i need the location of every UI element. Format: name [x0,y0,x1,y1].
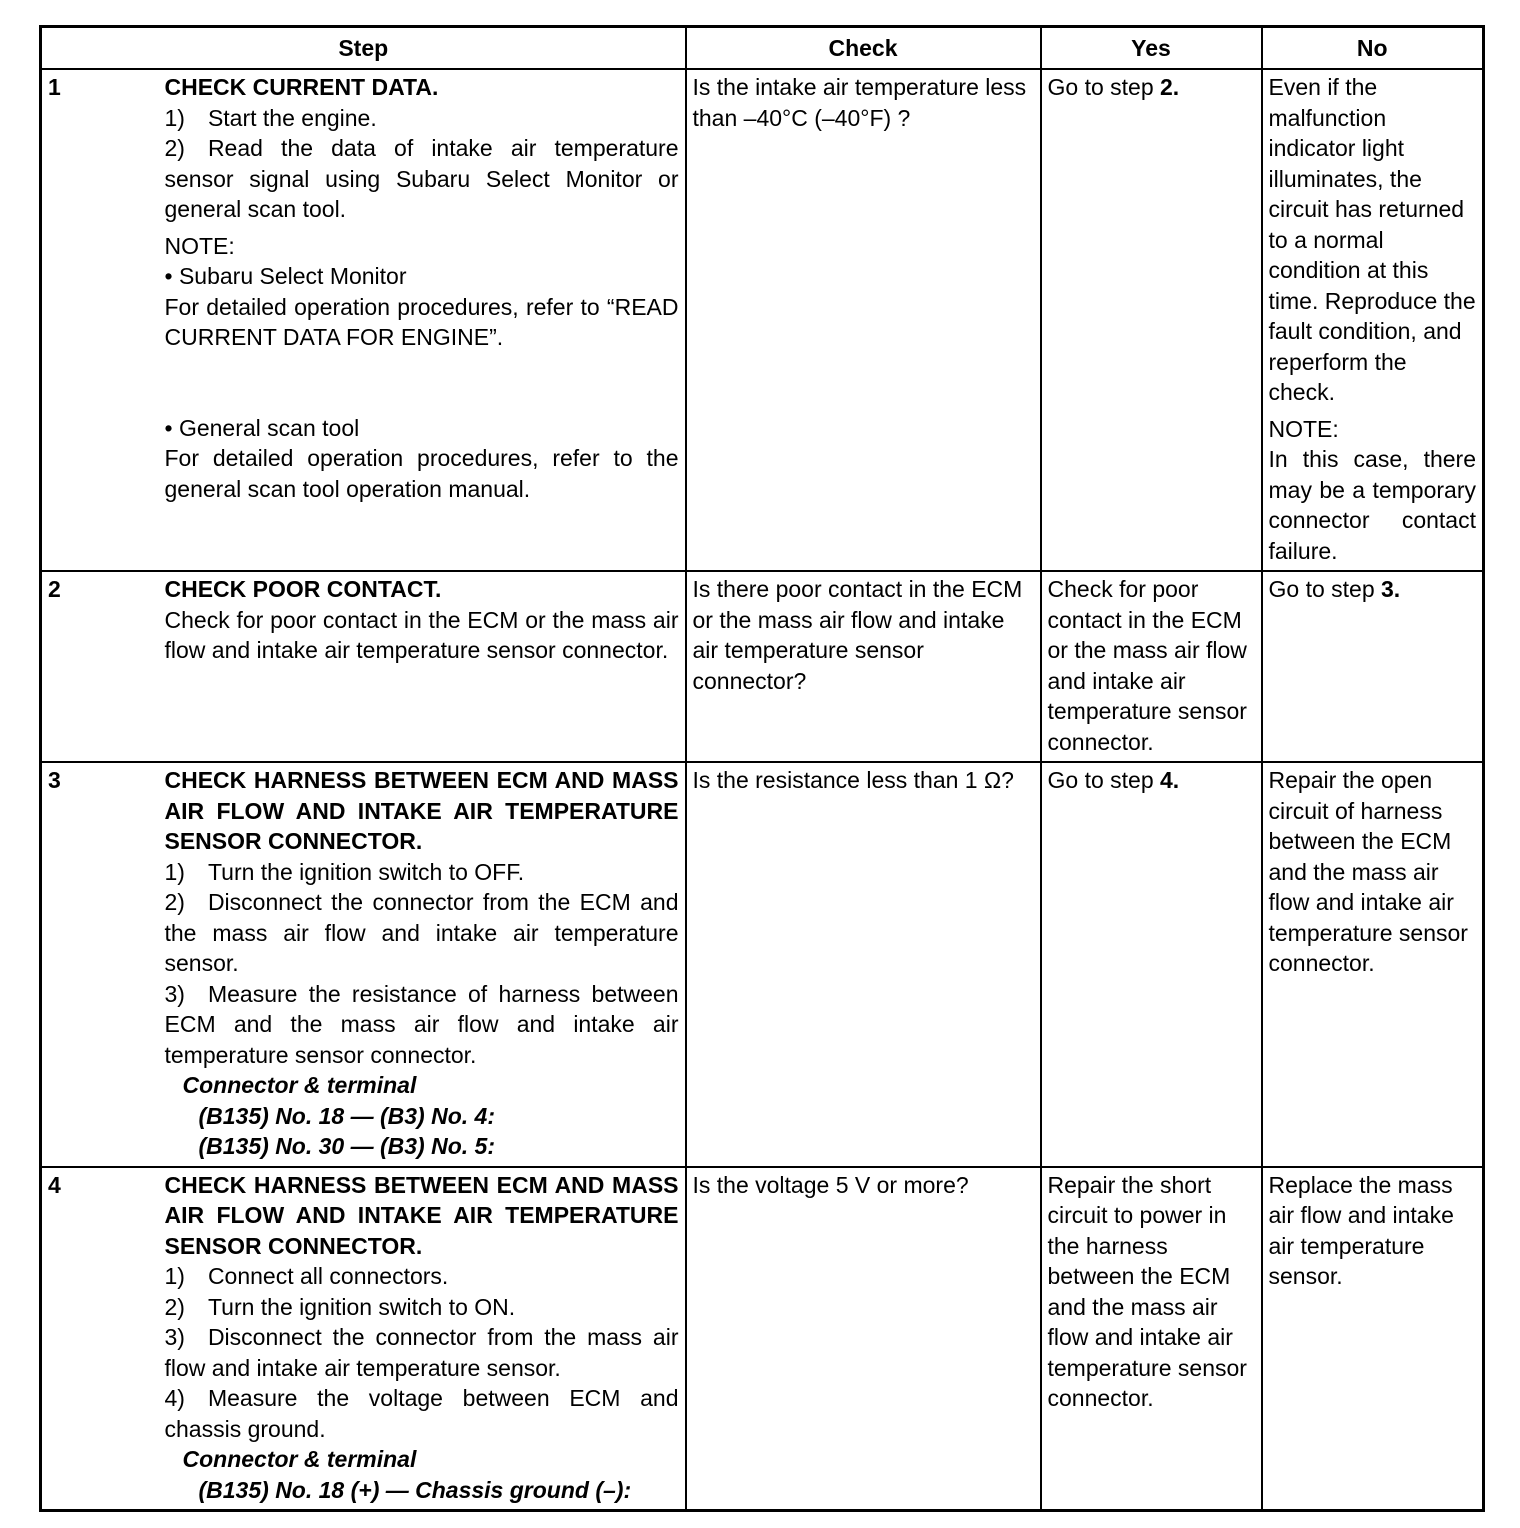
check-cell: Is there poor contact in the ECM or the mass air flow and intake air temperature sensor connector? [686,571,1041,762]
connector-terminal-label: Connector & terminal [182,1072,417,1098]
table-row [41,762,1484,1167]
step-instruction: 2) Read the data of intake air temperature sensor signal using Subaru Select Monitor or general scan tool. [164,135,679,222]
no-prefix: Go to step [1268,576,1382,602]
yes-step-ref: 4. [1160,767,1180,793]
no-cell: Replace the mass air flow and intake air temperature sensor. [1262,1167,1484,1511]
check-cell: Is the voltage 5 V or more? [686,1167,1041,1511]
step-instruction: Check for poor contact in the ECM or the mass air flow and intake air temperature sensor connector. [164,606,679,663]
yes-prefix: Go to step [1047,74,1161,100]
step-title: CHECK HARNESS BETWEEN ECM AND MASS AIR FLOW AND INTAKE AIR TEMPERATURE SENSOR CONNECTOR. [164,1171,679,1259]
step-number: 4 [41,1167,159,1511]
step-title: CHECK HARNESS BETWEEN ECM AND MASS AIR FLOW AND INTAKE AIR TEMPERATURE SENSOR CONNECTOR. [164,767,679,854]
table-row [41,571,1484,762]
diagnostic-table [39,25,1485,1512]
connector-terminal-spec: (B135) No. 18 — (B3) No. 4: [198,1102,495,1129]
bullet-item: • General scan tool [164,414,360,441]
step-description [159,762,686,1167]
header-yes: Yes [1041,27,1262,70]
step-number: 3 [41,762,159,1167]
yes-cell: Repair the short circuit to power in the harness between the ECM and the mass air flow and intake air temperature sensor connector. [1041,1167,1262,1511]
connector-terminal-spec: (B135) No. 18 (+) — Chassis ground (–): [198,1476,632,1503]
connector-terminal-spec: (B135) No. 30 — (B3) No. 5: [198,1133,495,1159]
step-instruction: 4) Measure the voltage between ECM and chassis ground. [164,1385,679,1442]
table-row [41,1167,1484,1511]
step-description [159,69,686,571]
step-instruction: 1) Turn the ignition switch to OFF. [164,858,525,885]
header-step: Step [41,27,686,70]
bullet-item: • Subaru Select Monitor [164,263,407,289]
yes-step-ref: 2. [1160,74,1180,100]
step-instruction: 3) Disconnect the connector from the mass air flow and intake air temperature sensor. [164,1324,679,1381]
step-description [159,571,686,762]
step-instruction: 1) Start the engine. [164,104,377,131]
no-cell [1262,69,1484,571]
step-number: 1 [41,69,159,571]
spacer [165,353,679,413]
connector-terminal-label: Connector & terminal [182,1446,417,1472]
step-number: 2 [41,571,159,762]
note-label: NOTE: [164,232,235,259]
no-cell: Repair the open circuit of harness between the ECM and the mass air flow and intake air temperature sensor connector. [1262,762,1484,1167]
check-cell: Is the intake air temperature less than –40°C (–40°F) ? [686,69,1041,571]
step-instruction: 3) Measure the resistance of harness between ECM and the mass air flow and intake air temperature sensor connector. [164,980,679,1068]
note-label: NOTE: [1268,415,1339,442]
table-row [41,69,1484,571]
yes-cell [1041,69,1262,571]
yes-prefix: Go to step [1047,767,1161,793]
no-cell [1262,571,1484,762]
yes-cell [1041,762,1262,1167]
step-instruction: 1) Connect all connectors. [164,1263,449,1289]
step-title: CHECK POOR CONTACT. [164,576,442,602]
step-description [159,1167,686,1511]
no-text: Even if the malfunction indicator light illuminates, the circuit has returned to a normal condition at this time. Reproduce the fault condition, and reperform the check. [1268,74,1476,405]
bullet-text: For detailed operation procedures, refer to “READ CURRENT DATA FOR ENGINE”. [164,293,679,350]
step-instruction: 2) Turn the ignition switch to ON. [164,1293,516,1320]
header-no: No [1262,27,1484,70]
no-step-ref: 3. [1381,576,1401,602]
yes-cell: Check for poor contact in the ECM or the mass air flow and intake air temperature sensor connector. [1041,571,1262,762]
step-title: CHECK CURRENT DATA. [164,74,439,100]
header-check: Check [686,27,1041,70]
check-cell: Is the resistance less than 1 Ω? [686,762,1041,1167]
bullet-text: For detailed operation procedures, refer to the general scan tool operation manual. [164,445,679,502]
note-text: In this case, there may be a temporary connector contact failure. [1268,446,1476,564]
header-row [41,27,1484,70]
step-instruction: 2) Disconnect the connector from the ECM and the mass air flow and intake air temperature sensor. [164,889,679,976]
